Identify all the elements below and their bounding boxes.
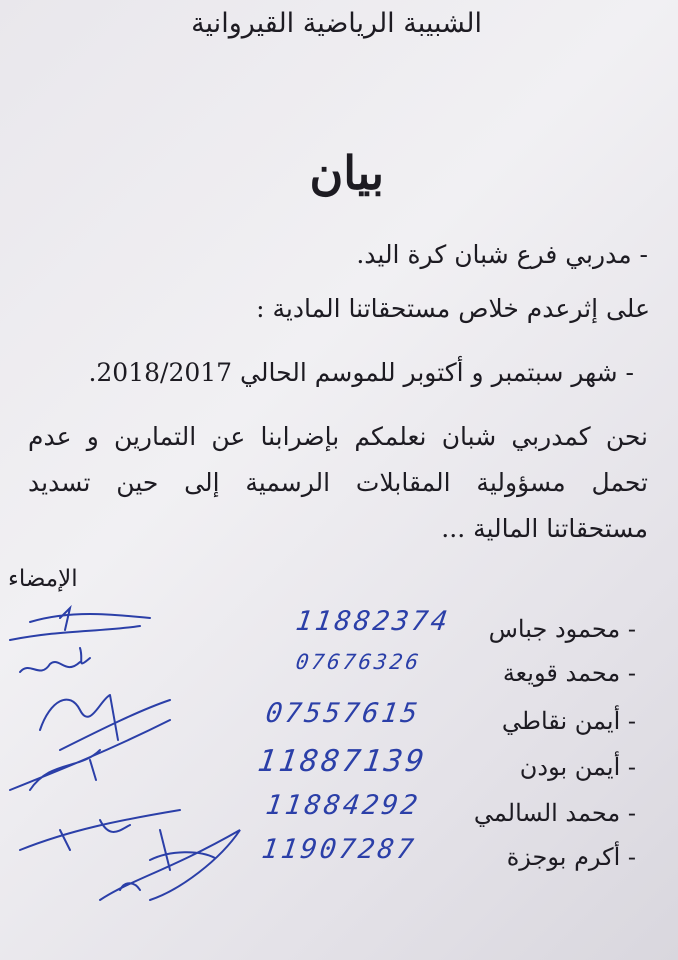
member-name: - أيمن نقاطي <box>501 707 636 735</box>
club-name: الشبيبة الرياضية القيروانية <box>191 8 482 39</box>
member-row <box>259 834 636 880</box>
member-phone: 11907287 <box>259 834 419 865</box>
body-line-2: على إثرعدم خلاص مستحقاتنا المادية : <box>256 294 650 323</box>
member-name: - أيمن بودن <box>519 753 636 781</box>
member-row <box>293 606 636 652</box>
document-title: بيان <box>309 146 384 200</box>
member-name: - محمود جباس <box>488 615 636 643</box>
member-phone: 11884292 <box>263 790 423 821</box>
member-phone: 11887139 <box>255 744 429 779</box>
member-name: - محمد قويعة <box>502 659 636 687</box>
member-row <box>255 744 636 790</box>
body-line-3: - شهر سبتمبر و أكتوبر للموسم الحالي 2018/2017. <box>88 358 634 387</box>
member-row <box>296 650 636 696</box>
member-phone: 07557615 <box>263 698 423 729</box>
signature-heading: الإمضاء <box>8 566 78 592</box>
body-line-1: - مدربي فرع شبان كرة اليد. <box>356 240 648 269</box>
signature-scribbles <box>0 600 270 920</box>
member-phone: 07676326 <box>294 650 423 674</box>
member-row <box>263 790 636 836</box>
member-name: - محمد السالمي <box>473 799 636 827</box>
member-row <box>263 698 636 744</box>
handwritten-signatures <box>0 600 270 920</box>
member-phone: 11882374 <box>293 606 453 637</box>
body-paragraph: نحن كمدربي شبان نعلمكم بإضرابنا عن التمارين و عدم تحمل مسؤولية المقابلات الرسمية إلى حين تسديد مستحقاتنا المالية ... <box>28 422 648 543</box>
member-name: - أكرم بوجزة <box>506 843 636 871</box>
